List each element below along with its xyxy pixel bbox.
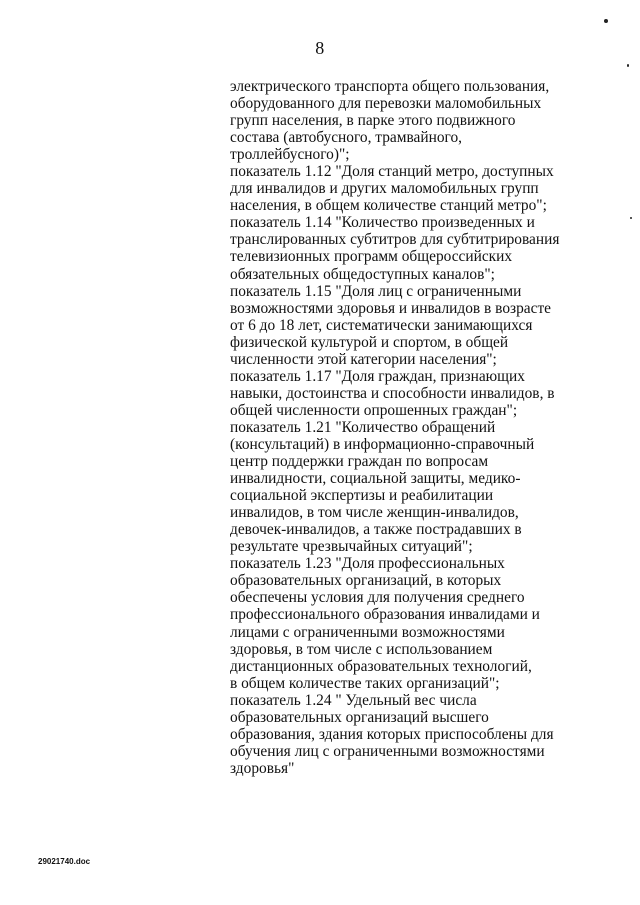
document-file-code: 29021740.doc	[38, 857, 91, 866]
body-text-line: профессионального образования инвалидами и	[230, 606, 540, 624]
body-text-line: показатель 1.17 "Доля граждан, признающих	[230, 367, 525, 385]
body-text-line: образовательных организаций, в которых	[230, 572, 502, 590]
body-text-line: от 6 до 18 лет, систематически занимающихся	[230, 316, 533, 334]
body-text-line: девочек-инвалидов, а также пострадавших в	[230, 521, 522, 539]
body-text-line: в общем количестве таких организаций";	[230, 674, 500, 692]
body-text-line: обучения лиц с ограниченными возможностями	[230, 742, 545, 760]
body-text-line: троллейбусного)";	[230, 146, 350, 164]
body-text-line: показатель 1.14 "Количество произведенных и	[230, 214, 535, 232]
body-text-line: (консультаций) в информационно-справочный	[230, 435, 535, 453]
body-text-line: образовательных организаций высшего	[230, 708, 489, 726]
body-text-line: групп населения, в парке этого подвижного	[230, 112, 516, 130]
body-text-line: образования, здания которых приспособлены для	[230, 725, 554, 743]
body-text-line: показатель 1.15 "Доля лиц с ограниченными	[230, 282, 522, 300]
body-text-line: дистанционных образовательных технологий,	[230, 657, 532, 675]
body-text-line: физической культурой и спортом, в общей	[230, 333, 509, 351]
document-body-text	[230, 78, 630, 777]
body-text-line: инвалидов, в том числе женщин-инвалидов,	[230, 504, 519, 522]
body-text-line: электрического транспорта общего пользования,	[230, 78, 550, 95]
page-number: 8	[315, 38, 325, 58]
scan-speck-top-right	[604, 19, 608, 23]
body-text-line: телевизионных программ общероссийских	[230, 248, 513, 266]
body-text-line: возможностями здоровья и инвалидов в возрасте	[230, 299, 552, 317]
body-text-line: транслированных субтитров для субтитрирования	[230, 231, 560, 249]
body-text-line: состава (автобусного, трамвайного,	[230, 129, 463, 147]
body-text-line: показатель 1.12 "Доля станций метро, доступных	[230, 163, 554, 181]
body-text-line: обязательных общедоступных каналов";	[230, 265, 495, 283]
body-text-line: здоровья"	[230, 759, 295, 777]
body-text-line: центр поддержки граждан по вопросам	[230, 453, 489, 471]
body-text-line: для инвалидов и других маломобильных групп	[230, 180, 539, 198]
body-text-line: обеспечены условия для получения среднего	[230, 589, 525, 607]
scan-speck-right	[627, 64, 629, 67]
body-text-line: здоровья, в том числе с использованием	[230, 640, 493, 658]
body-text-line: инвалидности, социальной защиты, медико-	[230, 470, 521, 488]
body-text-line: показатель 1.23 "Доля профессиональных	[230, 555, 505, 573]
body-text-line: результате чрезвычайных ситуаций";	[230, 538, 473, 556]
body-text-line: общей численности опрошенных граждан";	[230, 401, 518, 419]
body-text-line: оборудованного для перевозки маломобильных	[230, 95, 542, 113]
scan-speck-right-middle	[630, 217, 632, 219]
body-text-line: показатель 1.21 "Количество обращений	[230, 418, 496, 436]
body-text-line: социальной экспертизы и реабилитации	[230, 487, 494, 505]
body-text-line: населения, в общем количестве станций метро";	[230, 197, 547, 215]
body-text-line: показатель 1.24 " Удельный вес числа	[230, 691, 477, 709]
body-text-line: лицами с ограниченными возможностями	[230, 623, 505, 641]
body-text-line: численности этой категории населения";	[230, 350, 497, 368]
body-text-line: навыки, достоинства и способности инвалидов, в	[230, 384, 555, 402]
